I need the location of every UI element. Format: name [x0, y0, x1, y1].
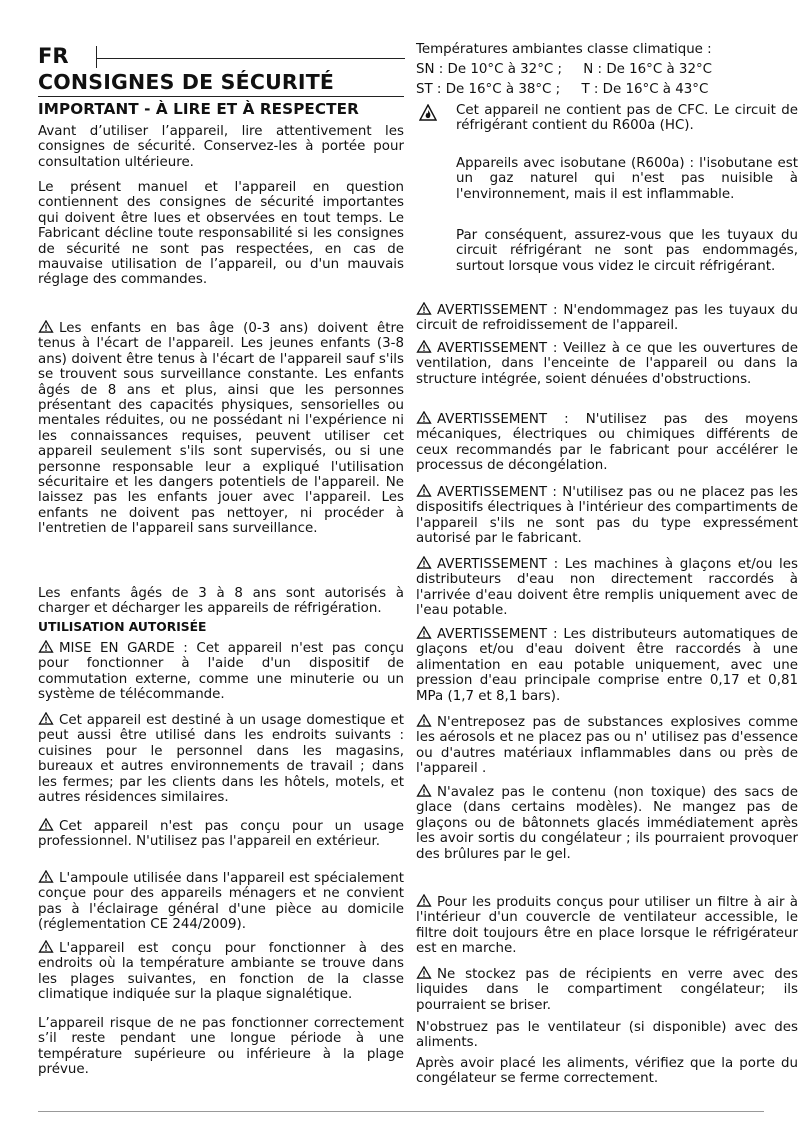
- warning-icon: [416, 484, 432, 497]
- header-divider-vertical: [96, 46, 97, 68]
- paragraph-children: Les enfants en bas âge (0-3 ans) doivent être tenus à l'écart de l'appareil. Les jeunes enfants (3-8 ans) doivent être tenus à l'écart de l'appareil sauf s'ils se trouvent sous surveillance constante. Les enfants âgés de 8 ans et plus, ainsi que les personnes présentant des capacités physiques, sensorielles ou mentales réduites, ou ne possédant ni l'expérience ni les connaissances requises, peuvent utiliser cet appareil seulement s'ils sont supervisés, ou si une personne responsable leur a expliqué l'utilisation sécuritaire et les dangers potentiels de l'appareil. Ne laissez pas les enfants jouer avec l'appareil. Les enfants ne doivent pas nettoyer, ni procéder à l'entretien de l'appareil sans surveillance.: [38, 321, 404, 537]
- paragraph-isobutane: Appareils avec isobutane (R600a) : l'isobutane est un gaz naturel qui n'est pas nuisible à l'environnement, mais il est inflammable.: [456, 156, 798, 202]
- footer-divider: [38, 1111, 764, 1112]
- paragraph-intro: Avant d’utiliser l’appareil, lire attentivement les consignes de sécurité. Conservez-les à portée pour consultation ultérieure.: [38, 124, 404, 170]
- paragraph-children-load: Les enfants âgés de 3 à 8 ans sont autorisés à charger et décharger les appareils de réfrigération.: [38, 586, 404, 617]
- paragraph-bulb: L'ampoule utilisée dans l'appareil est spécialement conçue pour des appareils ménagers et ne convient pas à l'éclairage général d'une pièce au domicile (réglementation CE 244/2009).: [38, 871, 404, 933]
- paragraph-domestic-use: Cet appareil est destiné à un usage domestique et peut aussi être utilisé dans les endroits suivants : cuisines pour le personnel dans les magasins, bureaux et autres environnements de travail ; dans les fermes; par les clients dans les hôtels, motels, et autres résidences similaires.: [38, 713, 404, 806]
- paragraph-cfc: Cet appareil ne contient pas de CFC. Le circuit de réfrigérant contient du R600a (HC).: [456, 103, 798, 134]
- paragraph-fan: N'obstruez pas le ventilateur (si disponible) avec des aliments.: [416, 1020, 798, 1051]
- warning-icon: [416, 302, 432, 315]
- warning-ice-makers: AVERTISSEMENT : Les machines à glaçons et/ou les distributeurs d'eau non directement raccordés à l'arrivée d'eau doivent être remplis uniquement avec de l'eau potable.: [416, 557, 798, 619]
- warning-glass: Ne stockez pas de récipients en verre avec des liquides dans le compartiment congélateur; ils pourraient se briser.: [416, 967, 798, 1013]
- warning-icon: [416, 714, 432, 727]
- warning-explosives: N'entreposez pas de substances explosives comme les aérosols et ne placez pas ou n' utilisez pas d'essence ou d'autres matériaux inflammables dans ou près de l'appareil .: [416, 715, 798, 777]
- language-code: FR: [38, 44, 69, 68]
- warning-icon: [416, 340, 432, 353]
- warning-icon: [38, 940, 54, 953]
- warning-icon: [38, 818, 54, 831]
- warning-icon: [38, 870, 54, 883]
- paragraph-pipes: Par conséquent, assurez-vous que les tuyaux du circuit réfrigérant ne sont pas endommagés, surtout lorsque vous videz le circuit réfrigérant.: [456, 228, 798, 274]
- warning-air-filter: Pour les produits conçus pour utiliser un filtre à air à l'intérieur d'un couvercle de ventilateur accessible, le filtre doit toujours être en place lorsque le réfrigérateur est en marche.: [416, 895, 798, 957]
- climate-st-t: ST : De 16°C à 38°C ; T : De 16°C à 43°C: [416, 82, 709, 97]
- paragraph-freezer-door: Après avoir placé les aliments, vérifiez que la porte du congélateur se ferme correctement.: [416, 1056, 798, 1087]
- paragraph-professional-use: Cet appareil n'est pas conçu pour un usage professionnel. N'utilisez pas l'appareil en extérieur.: [38, 819, 404, 850]
- warning-pipes: AVERTISSEMENT : N'endommagez pas les tuyaux du circuit de refroidissement de l'appareil.: [416, 303, 798, 334]
- warning-icon: [38, 320, 54, 333]
- warning-icon: [416, 966, 432, 979]
- warning-icon: [416, 784, 432, 797]
- paragraph-manual: Le présent manuel et l'appareil en question contiennent des consignes de sécurité importantes qui doivent être lues et observées en tout temps. Le Fabricant décline toute responsabilité si les consignes de sécurité ne sont pas respectées, en cas de mauvaise utilisation de l’appareil, ou d'un mauvais réglage des commandes.: [38, 180, 404, 288]
- title-underline: [38, 96, 404, 97]
- climate-sn-n: SN : De 10°C à 32°C ; N : De 16°C à 32°C: [416, 62, 713, 77]
- warning-icon: [38, 712, 54, 725]
- warning-icon: [38, 640, 54, 653]
- header-divider: [97, 58, 405, 59]
- paragraph-temperature: L'appareil est conçu pour fonctionner à des endroits où la température ambiante se trouve dans les plages suivantes, en fonction de la classe climatique indiquée sur la plaque signalétique.: [38, 941, 404, 1003]
- warning-electrical: AVERTISSEMENT : N'utilisez pas ou ne placez pas les dispositifs électriques à l'intérieur des compartiments de l'appareil s'ils ne sont pas du type expressément autorisé par le fabricant.: [416, 485, 799, 547]
- page-title: CONSIGNES DE SÉCURITÉ: [38, 70, 335, 94]
- section-subtitle-usage: UTILISATION AUTORISÉE: [38, 620, 207, 634]
- warning-ventilation: AVERTISSEMENT : Veillez à ce que les ouvertures de ventilation, dans l'enceinte de l'appareil ou dans la structure intégrée, soient dénuées d'obstructions.: [416, 341, 798, 387]
- warning-water-supply: AVERTISSEMENT : Les distributeurs automatiques de glaçons et/ou d'eau doivent être raccordés à une alimentation en eau potable uniquement, avec une pression d'eau principale comprise entre 0,17 et 0,81 MPa (1,7 et 8,1 bars).: [416, 627, 798, 704]
- warning-icon: [416, 411, 432, 424]
- section-subtitle-important: IMPORTANT - À LIRE ET À RESPECTER: [38, 100, 359, 118]
- warning-defrost: AVERTISSEMENT : N'utilisez pas des moyens mécaniques, électriques ou chimiques différents de ceux recommandés par le fabricant pour accélérer le processus de décongélation.: [416, 412, 798, 474]
- paragraph-malfunction: L’appareil risque de ne pas fonctionner correctement s’il reste pendant une longue période à une température supérieure ou inférieure à la plage prévue.: [38, 1016, 404, 1078]
- warning-icon: [416, 894, 432, 907]
- warning-icon: [416, 556, 432, 569]
- warning-icon: [416, 626, 432, 639]
- climate-heading: Températures ambiantes classe climatique :: [416, 42, 712, 57]
- paragraph-warning-external: MISE EN GARDE : Cet appareil n'est pas conçu pour fonctionner à l'aide d'un dispositif de commutation externe, comme une minuterie ou un système de télécommande.: [38, 641, 404, 703]
- warning-ice-bags: N'avalez pas le contenu (non toxique) des sacs de glace (dans certains modèles). Ne mangez pas de glaçons ou de bâtonnets glacés immédiatement après les avoir sortis du congélateur ; ils pourraient provoquer des brûlures par le gel.: [416, 785, 798, 862]
